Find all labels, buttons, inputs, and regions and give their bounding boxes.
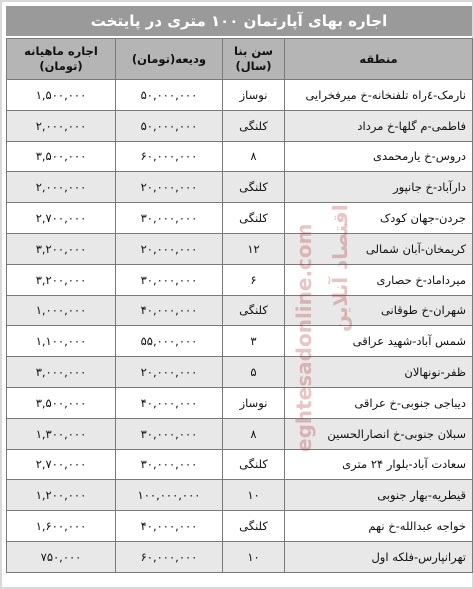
cell-age: ۵ [223, 357, 285, 388]
cell-age: ۶ [223, 264, 285, 295]
cell-age: ۱۰ [223, 480, 285, 511]
cell-rent: ۱,۶۰۰,۰۰۰ [7, 511, 116, 542]
table-row [7, 326, 473, 357]
cell-region: سعادت آباد-بلوار ۲۴ متری [285, 449, 473, 480]
cell-region: فاطمی-م گلها-خ مرداد [285, 110, 473, 141]
cell-rent: ۲,۷۰۰,۰۰۰ [7, 203, 116, 234]
table-row [7, 357, 473, 388]
table-row [7, 110, 473, 141]
cell-rent: ۱,۵۰۰,۰۰۰ [7, 80, 116, 111]
cell-deposit: ۴۰,۰۰۰,۰۰۰ [116, 387, 223, 418]
cell-age: ۱۰ [223, 541, 285, 572]
cell-rent: ۲,۰۰۰,۰۰۰ [7, 110, 116, 141]
cell-age: کلنگی [223, 203, 285, 234]
watermark-en: eghtesadonline.com [292, 223, 316, 452]
cell-rent: ۱,۰۰۰,۰۰۰ [7, 295, 116, 326]
cell-region: ظفر-نونهالان [285, 357, 473, 388]
cell-deposit: ۵۰,۰۰۰,۰۰۰ [116, 80, 223, 111]
watermark-fa: اقتصاد آنلاین [328, 204, 352, 332]
cell-region: قیطریه-بهار جنوبی [285, 480, 473, 511]
cell-region: دارآباد-خ جانپور [285, 172, 473, 203]
cell-rent: ۱,۳۰۰,۰۰۰ [7, 418, 116, 449]
cell-rent: ۳,۰۰۰,۰۰۰ [7, 357, 116, 388]
cell-region: سبلان جنوبی-خ انصارالحسین [285, 418, 473, 449]
table-row [7, 449, 473, 480]
cell-age: کلنگی [223, 172, 285, 203]
cell-rent: ۳,۲۰۰,۰۰۰ [7, 264, 116, 295]
table-row [7, 541, 473, 572]
cell-rent: ۱,۱۰۰,۰۰۰ [7, 326, 116, 357]
cell-deposit: ۲۰,۰۰۰,۰۰۰ [116, 357, 223, 388]
cell-deposit: ۲۰,۰۰۰,۰۰۰ [116, 233, 223, 264]
cell-deposit: ۴۰,۰۰۰,۰۰۰ [116, 511, 223, 542]
cell-age: کلنگی [223, 295, 285, 326]
header-row [7, 39, 473, 80]
cell-age: ۳ [223, 326, 285, 357]
cell-deposit: ۱۰۰,۰۰۰,۰۰۰ [116, 480, 223, 511]
table-row [7, 418, 473, 449]
cell-region: تهرانپارس-فلکه اول [285, 541, 473, 572]
header-region: منطقه [285, 39, 473, 80]
cell-deposit: ۳۰,۰۰۰,۰۰۰ [116, 203, 223, 234]
cell-age: نوساز [223, 80, 285, 111]
cell-age: نوساز [223, 387, 285, 418]
cell-region: جردن-جهان کودک [285, 203, 473, 234]
header-rent: اجاره ماهیانه (تومان) [7, 39, 116, 80]
cell-rent: ۷۵۰,۰۰۰ [7, 541, 116, 572]
cell-deposit: ۵۵,۰۰۰,۰۰۰ [116, 326, 223, 357]
cell-rent: ۳,۵۰۰,۰۰۰ [7, 141, 116, 172]
header-deposit: ودیعه(تومان) [116, 39, 223, 80]
cell-rent: ۲,۷۰۰,۰۰۰ [7, 449, 116, 480]
cell-age: کلنگی [223, 449, 285, 480]
cell-rent: ۲,۰۰۰,۰۰۰ [7, 172, 116, 203]
table-row [7, 387, 473, 418]
cell-deposit: ۴۰,۰۰۰,۰۰۰ [116, 295, 223, 326]
cell-region: شهران-خ طوقانی [285, 295, 473, 326]
table-row [7, 172, 473, 203]
cell-region: خواجه عبدالله-خ نهم [285, 511, 473, 542]
cell-deposit: ۲۰,۰۰۰,۰۰۰ [116, 172, 223, 203]
cell-deposit: ۳۰,۰۰۰,۰۰۰ [116, 449, 223, 480]
page-title: اجاره بهای آپارتمان ۱۰۰ متری در پایتخت [6, 6, 472, 36]
cell-region: میرداماد-خ حصاری [285, 264, 473, 295]
cell-region: دروس-خ یارمحمدی [285, 141, 473, 172]
cell-region: نارمک-٤راه تلفنخانه-خ میرفخرایی [285, 80, 473, 111]
cell-region: کریمخان-آبان شمالی [285, 233, 473, 264]
cell-age: ۱۲ [223, 233, 285, 264]
cell-age: کلنگی [223, 511, 285, 542]
header-age: سن بنا (سال) [223, 39, 285, 80]
cell-age: ۸ [223, 418, 285, 449]
table-row [7, 295, 473, 326]
cell-region: دیباجی جنوبی-خ عراقی [285, 387, 473, 418]
cell-age: ۸ [223, 141, 285, 172]
table-row [7, 233, 473, 264]
table-row [7, 511, 473, 542]
cell-deposit: ۵۰,۰۰۰,۰۰۰ [116, 110, 223, 141]
cell-deposit: ۶۰,۰۰۰,۰۰۰ [116, 541, 223, 572]
cell-deposit: ۳۰,۰۰۰,۰۰۰ [116, 264, 223, 295]
cell-deposit: ۶۰,۰۰۰,۰۰۰ [116, 141, 223, 172]
table-row [7, 203, 473, 234]
table-row [7, 264, 473, 295]
cell-deposit: ۳۰,۰۰۰,۰۰۰ [116, 418, 223, 449]
cell-age: کلنگی [223, 110, 285, 141]
table-row [7, 141, 473, 172]
cell-rent: ۱,۲۰۰,۰۰۰ [7, 480, 116, 511]
rent-table [6, 38, 473, 573]
cell-rent: ۳,۲۰۰,۰۰۰ [7, 233, 116, 264]
cell-region: شمس آباد-شهید عراقی [285, 326, 473, 357]
cell-rent: ۳,۵۰۰,۰۰۰ [7, 387, 116, 418]
table-row [7, 80, 473, 111]
table-row [7, 480, 473, 511]
